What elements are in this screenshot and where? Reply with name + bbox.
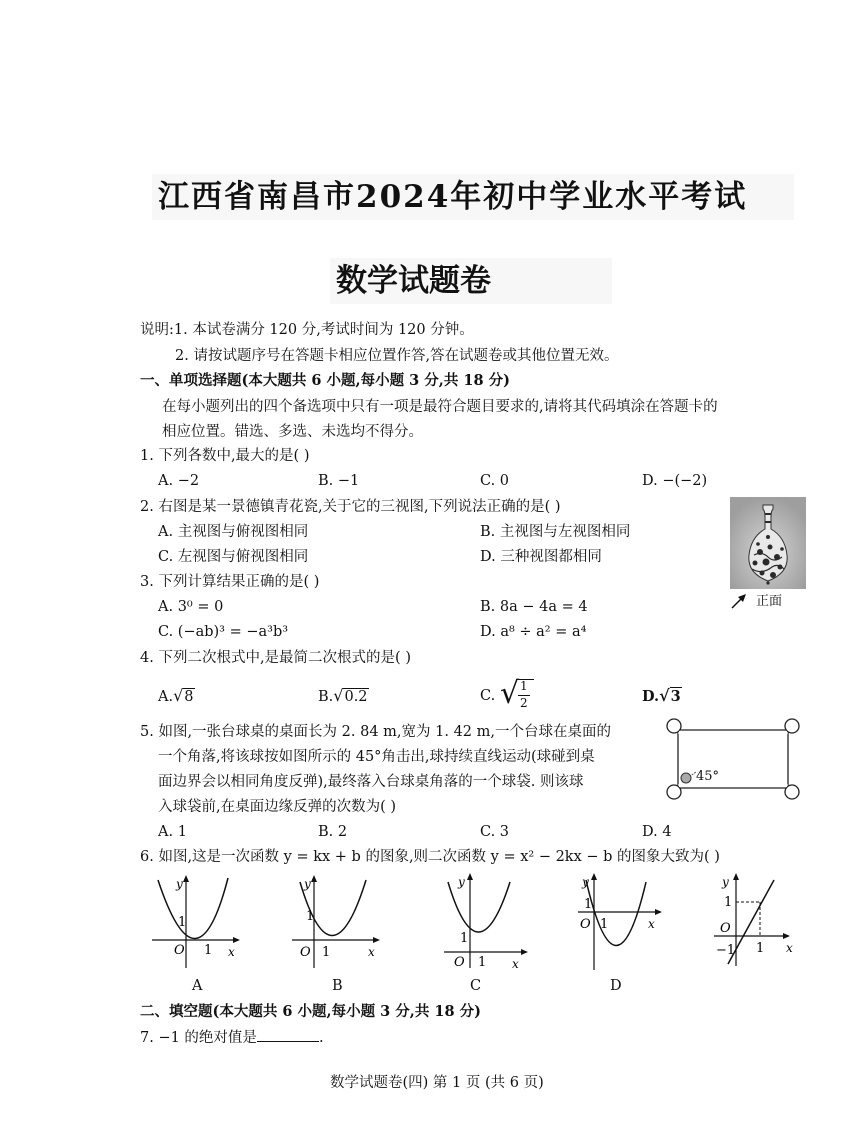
pocket-bottom-right	[785, 785, 799, 799]
graph-c-origin: O	[454, 955, 465, 970]
q2-option-b: B. 主视图与左视图相同	[480, 524, 631, 540]
q4-radicand-c-den: 2	[520, 696, 528, 710]
graph-b-label: B	[332, 978, 343, 994]
q4-option-d: D.√3	[642, 686, 681, 705]
graph-a-x-one: 1	[204, 943, 213, 958]
graph-a	[148, 872, 244, 972]
graph-c-x-label: x	[512, 957, 519, 971]
q5-option-a: A. 1	[158, 824, 187, 840]
graph-d-y-one: 1	[584, 897, 593, 912]
graph-d-y-label: y	[582, 875, 589, 889]
q4-radicand-a: 8	[184, 689, 194, 705]
q5-option-b: B. 2	[318, 824, 348, 840]
front-view-label: 正面	[756, 594, 783, 609]
section-1-heading: 一、单项选择题(本大题共 6 小题,每小题 3 分,共 18 分)	[140, 372, 510, 389]
cue-ball	[681, 773, 691, 783]
q5-line-4: 入球袋前,在桌面边缘反弹的次数为( )	[158, 799, 397, 815]
q6-stem: 6. 如图,这是一次函数 y = kx + b 的图象,则二次函数 y = x² − 2kx − b 的图象大致为( )	[140, 849, 720, 865]
q3-stem: 3. 下列计算结果正确的是( )	[140, 574, 320, 590]
note-line-2: 2. 请按试题序号在答题卡相应位置作答,答在试题卷或其他位置无效。	[175, 348, 619, 364]
q4-radicand-c-num: 1	[520, 679, 528, 693]
linear-x-label: x	[786, 941, 793, 955]
section-1-instruction-1: 在每小题列出的四个备选项中只有一项是最符合题目要求的,请将其代码填涂在答题卡的	[162, 399, 718, 415]
q4-option-a-label: A.	[158, 689, 174, 705]
pool-table-diagram	[664, 716, 802, 802]
graph-a-x-label: x	[228, 945, 235, 959]
graph-b-y-one: 1	[306, 909, 315, 924]
graph-c	[440, 872, 536, 972]
graph-b	[288, 872, 384, 972]
q4-option-a: A.√8	[158, 686, 194, 705]
q2-option-d: D. 三种视图都相同	[480, 549, 602, 565]
graph-d-x-one: 1	[600, 917, 609, 932]
q1-option-b: B. −1	[318, 473, 360, 489]
paper-subtitle: 数学试题卷	[330, 258, 612, 304]
graph-d-parabola	[586, 880, 646, 946]
graph-b-origin: O	[300, 945, 311, 960]
q1-option-c: C. 0	[480, 473, 510, 489]
q1-stem: 1. 下列各数中,最大的是( )	[140, 448, 310, 464]
q5-option-d: D. 4	[642, 824, 672, 840]
q4-option-b: B.√0.2	[318, 686, 368, 705]
arrow-icon	[728, 590, 750, 612]
linear-y-one: 1	[724, 895, 733, 910]
linear-x-one: 1	[756, 941, 765, 956]
q2-option-a: A. 主视图与俯视图相同	[158, 524, 309, 540]
graph-c-label: C	[470, 978, 482, 994]
graph-d	[574, 872, 670, 972]
q3-option-a: A. 3⁰ = 0	[158, 599, 224, 615]
linear-origin: O	[720, 921, 731, 936]
q4-option-c-label: C.	[480, 688, 496, 704]
graph-c-x-one: 1	[478, 955, 487, 970]
graph-a-y-label: y	[176, 877, 183, 891]
q1-option-d: D. −(−2)	[642, 473, 708, 489]
q7-answer-blank[interactable]	[257, 1027, 319, 1042]
q2-option-c: C. 左视图与俯视图相同	[158, 549, 309, 565]
page-footer: 数学试题卷(四) 第 1 页 (共 6 页)	[330, 1075, 544, 1091]
graph-a-label: A	[192, 978, 203, 994]
q4-radicand-b: 0.2	[344, 689, 368, 705]
q7	[140, 1027, 324, 1048]
graph-c-parabola	[448, 882, 510, 932]
porcelain-vase-image	[730, 497, 806, 589]
q4-option-d-label: D.	[642, 688, 660, 705]
graph-b-x-label: x	[368, 945, 375, 959]
q5-line-3: 面边界会以相同角度反弹),最终落入台球桌角落的一个球袋. 则该球	[158, 774, 584, 790]
q1-option-a: A. −2	[158, 473, 200, 489]
q5-option-c: C. 3	[480, 824, 510, 840]
linear-neg-one: −1	[716, 943, 736, 958]
graph-a-origin: O	[174, 943, 185, 958]
q5-line-1: 5. 如图,一张台球桌的桌面长为 2. 84 m,宽为 1. 42 m,一个台球在桌面的	[140, 724, 611, 740]
section-2-heading: 二、填空题(本大题共 6 小题,每小题 3 分,共 18 分)	[140, 1003, 481, 1020]
angle-label: 45°	[696, 769, 720, 784]
q3-option-c: C. (−ab)³ = −a³b³	[158, 624, 289, 640]
q4-option-b-label: B.	[318, 689, 334, 705]
graph-a-y-one: 1	[178, 915, 187, 930]
graph-b-x-one: 1	[322, 945, 331, 960]
q4-stem: 4. 下列二次根式中,是最简二次根式的是( )	[140, 650, 411, 666]
q7-stem: 7. −1 的绝对值是	[140, 1030, 257, 1046]
graph-c-y-label: y	[458, 875, 465, 889]
linear-function-graph	[710, 872, 802, 968]
exam-title: 江西省南昌市2024年初中学业水平考试	[152, 174, 794, 220]
graph-b-y-label: y	[304, 877, 311, 891]
pocket-top-left	[667, 719, 681, 733]
graph-d-x-label: x	[648, 917, 655, 931]
pocket-top-right	[785, 719, 799, 733]
graph-d-origin: O	[580, 917, 591, 932]
section-1-instruction-2: 相应位置。错选、多选、未选均不得分。	[162, 424, 423, 440]
q3-option-b: B. 8a − 4a = 4	[480, 599, 588, 615]
graph-a-parabola	[158, 878, 228, 939]
q5-line-2: 一个角落,将该球按如图所示的 45°角击出,球持续直线运动(球碰到桌	[158, 749, 595, 765]
q3-option-d: D. a⁸ ÷ a² = a⁴	[480, 624, 587, 640]
graph-c-y-one: 1	[460, 931, 469, 946]
note-line-1: 说明:1. 本试卷满分 120 分,考试时间为 120 分钟。	[140, 322, 474, 338]
q4-radicand-d: 3	[670, 688, 681, 705]
linear-y-label: y	[722, 875, 729, 889]
q2-stem: 2. 右图是某一景德镇青花瓷,关于它的三视图,下列说法正确的是( )	[140, 499, 561, 515]
graph-d-label: D	[610, 978, 622, 994]
q7-end: .	[318, 1030, 324, 1046]
pocket-bottom-left	[667, 785, 681, 799]
